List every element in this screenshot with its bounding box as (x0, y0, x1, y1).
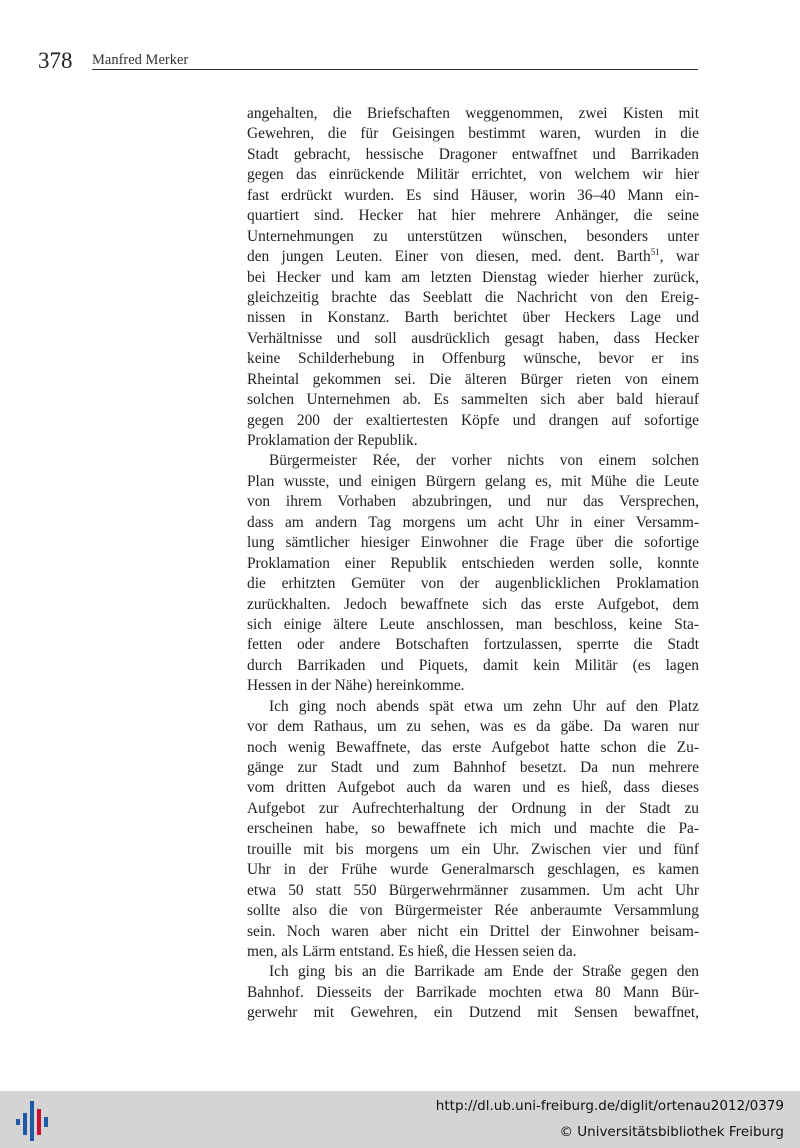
logo-bar (30, 1101, 34, 1141)
body-text (247, 104, 699, 1024)
text-line: zurückhalten. Jedoch bewaffnete sich das erste Aufgebot, dem (247, 595, 699, 613)
text-line: Bürgermeister Rée, der vorher nichts von einem solchen (269, 452, 699, 470)
logo-bar (44, 1117, 48, 1127)
text-line: nissen in Konstanz. Barth berichtet über Heckers Lage und (247, 309, 699, 327)
text-line: keine Schilderhebung in Offenburg wünsche, bevor er ins (247, 350, 699, 368)
text-line: Plan wusste, und einigen Bürgern gelang es, mit Mühe die Leute (247, 472, 699, 490)
page-header (38, 48, 698, 74)
text-line: Verhältnisse und soll ausdrücklich gesagt haben, dass Hecker (247, 329, 699, 347)
text-line: Unternehmungen zu unterstützen wünschen, besonders unter (247, 227, 699, 245)
page-number: 378 (38, 48, 73, 73)
text-line: durch Barrikaden und Piquets, damit kein Militär (es lagen (247, 656, 699, 674)
text-line: quartiert sind. Hecker hat hier mehrere Anhänger, die seine (247, 207, 699, 225)
text-line: von ihrem Vorhaben abzubringen, und nur das Versprechen, (247, 493, 699, 511)
logo-bar (23, 1113, 27, 1135)
text-line: vor dem Rathaus, um zu sehen, was es da gäbe. Da waren nur (247, 718, 699, 736)
text-segment: , war (659, 248, 699, 266)
text-line: gegen 200 der exaltiertesten Köpfe und drangen auf sofortige (247, 411, 699, 429)
text-line: sein. Noch waren aber nicht ein Drittel der Einwohner beisam- (247, 922, 699, 940)
text-line: Bahnhof. Diesseits der Barrikade mochten etwa 80 Mann Bür- (247, 983, 699, 1001)
text-line: gänge zur Stadt und zum Bahnhof besetzt. Da nun mehrere (247, 759, 699, 776)
text-line: fetten oder andere Botschaften fortzulassen, sperrte die Stadt (247, 636, 699, 654)
text-line-with-footnote (247, 247, 699, 267)
text-line: Gewehren, die für Geisingen bestimmt waren, wurden in die (247, 125, 699, 143)
text-line: gerwehr mit Gewehren, ein Dutzend mit Sensen bewaffnet, (247, 1004, 699, 1022)
logo-bar (37, 1109, 41, 1135)
text-line: Rheintal gekommen sei. Die älteren Bürger rieten von einem (247, 370, 699, 388)
running-head-author: Manfred Merker (92, 52, 189, 68)
text-line: bei Hecker und kam am letzten Dienstag wieder hierher zurück, (247, 268, 699, 286)
text-line: fast erdrückt wurden. Es sind Häuser, worin 36–40 Mann ein- (247, 186, 699, 204)
text-line: trouille mit bis morgens um ein Uhr. Zwischen vier und fünf (247, 840, 699, 858)
text-line: Proklamation einer Republik entschieden werden solle, konnte (247, 554, 699, 572)
text-line: Ich ging bis an die Barrikade am Ende der Straße gegen den (269, 963, 699, 981)
text-line: vom dritten Aufgebot auch da waren und es hieß, dass dieses (247, 779, 699, 797)
ub-freiburg-logo-icon (14, 1099, 52, 1143)
text-line: Ich ging noch abends spät etwa um zehn Uhr auf den Platz (269, 697, 699, 715)
text-line: sich einige ältere Leute anschlossen, man beschloss, keine Sta- (247, 615, 699, 633)
text-line: die erhitzten Gemüter von der augenblicklichen Proklamation (247, 575, 699, 593)
text-line: gleichzeitig brachte das Seeblatt die Nachricht von den Ereig- (247, 288, 699, 306)
copyright-notice: © Universitätsbibliothek Freiburg (559, 1124, 784, 1140)
text-line: Hessen in der Nähe) hereinkomme. (247, 677, 465, 695)
text-line: men, als Lärm entstand. Es hieß, die Hessen seien da. (247, 942, 577, 960)
document-url-link[interactable]: http://dl.ub.uni-freiburg.de/diglit/ortenau2012/0379 (435, 1098, 784, 1114)
text-line: angehalten, die Briefschaften weggenommen, zwei Kisten mit (247, 105, 699, 122)
text-line: Proklamation der Republik. (247, 432, 418, 449)
text-line: dass am andern Tag morgens um acht Uhr in einer Versamm- (247, 513, 699, 531)
header-rule (92, 69, 698, 70)
logo-bar (16, 1119, 20, 1125)
text-line: noch wenig Bewaffnete, das erste Aufgebot hatte schon die Zu- (247, 738, 699, 756)
text-line: solchen Unternehmen ab. Es sammelten sich aber bald hierauf (247, 391, 699, 409)
text-line: lung sämtlicher hiesiger Einwohner die Frage über die sofortige (247, 534, 699, 552)
text-line: gegen das einrückende Militär errichtet, von welchem wir hier (247, 166, 699, 184)
viewer-footer (0, 1091, 800, 1148)
text-line: etwa 50 statt 550 Bürgerwehrmänner zusammen. Um acht Uhr (247, 881, 699, 899)
footnote-reference: 51 (650, 247, 660, 258)
text-line: sollte also die von Bürgermeister Rée anberaumte Versammlung (247, 902, 699, 920)
text-segment: den jungen Leuten. Einer von diesen, med. dent. Barth (247, 248, 651, 266)
text-line: Aufgebot zur Aufrechterhaltung der Ordnung in der Stadt zu (247, 799, 699, 817)
text-line: Uhr in der Frühe wurde Generalmarsch geschlagen, es kamen (247, 861, 699, 879)
text-line: erscheinen habe, so bewaffnete ich mich und machte die Pa- (247, 820, 699, 838)
text-line: Stadt gebracht, hessische Dragoner entwaffnet und Barrikaden (247, 145, 699, 163)
